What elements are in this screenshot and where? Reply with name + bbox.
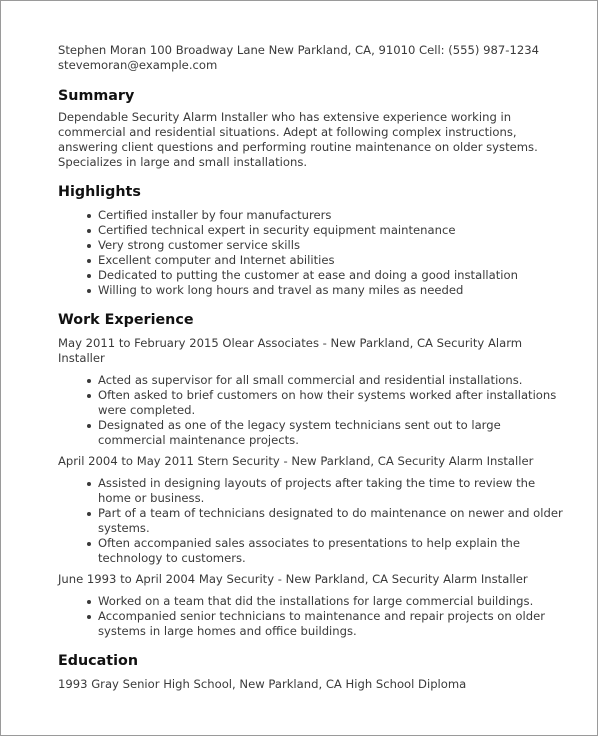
contact-block: [58, 43, 568, 73]
job-duty-item: Accompanied senior technicians to maintenance and repair projects on older systems in large homes and office buildings.: [98, 609, 568, 639]
highlight-item: Dedicated to putting the customer at ease and doing a good installation: [98, 268, 568, 283]
highlight-item: Certified installer by four manufacturers: [98, 208, 568, 223]
highlight-item: Willing to work long hours and travel as many miles as needed: [98, 283, 568, 298]
education-heading: Education: [58, 653, 139, 669]
job-header: April 2004 to May 2011 Stern Security - New Parkland, CA Security Alarm Installer: [58, 454, 534, 468]
job-duty-item: Worked on a team that did the installations for large commercial buildings.: [98, 594, 568, 609]
highlight-item: Very strong customer service skills: [98, 238, 568, 253]
job-header: June 1993 to April 2004 May Security - New Parkland, CA Security Alarm Installer: [58, 572, 528, 586]
summary-text: Dependable Security Alarm Installer who has extensive experience working in commercial and residential situations. Adept at following complex instructions, answering client questions and performing routine maintenance on older systems. Specializes in large and small installations.: [58, 110, 538, 169]
summary-heading: Summary: [58, 88, 135, 104]
job-duty-item: Part of a team of technicians designated to do maintenance on newer and older systems.: [98, 506, 568, 536]
job-duty-item: Often asked to brief customers on how their systems worked after installations were completed.: [98, 388, 568, 418]
education-entry: 1993 Gray Senior High School, New Parkland, CA High School Diploma: [58, 677, 467, 691]
job-duty-item: Assisted in designing layouts of projects after taking the time to review the home or business.: [98, 476, 568, 506]
work-experience-heading: Work Experience: [58, 312, 194, 328]
highlights-heading: Highlights: [58, 184, 141, 200]
job-duties-list: [58, 373, 568, 448]
contact-address-line: Stephen Moran 100 Broadway Lane New Parkland, CA, 91010 Cell: (555) 987-1234: [58, 43, 539, 57]
contact-email: stevemoran@example.com: [58, 58, 218, 72]
highlights-list: [58, 208, 568, 298]
highlight-item: Certified technical expert in security equipment maintenance: [98, 223, 568, 238]
job-header: May 2011 to February 2015 Olear Associates - New Parkland, CA Security Alarm Installer: [58, 336, 523, 365]
job-duty-item: Acted as supervisor for all small commercial and residential installations.: [98, 373, 568, 388]
job-duties-list: [58, 594, 568, 639]
resume-content: [58, 43, 568, 692]
highlight-item: Excellent computer and Internet abilities: [98, 253, 568, 268]
job-duties-list: [58, 476, 568, 566]
job-duty-item: Often accompanied sales associates to presentations to help explain the technology to customers.: [98, 536, 568, 566]
job-duty-item: Designated as one of the legacy system technicians sent out to large commercial maintenance projects.: [98, 418, 568, 448]
